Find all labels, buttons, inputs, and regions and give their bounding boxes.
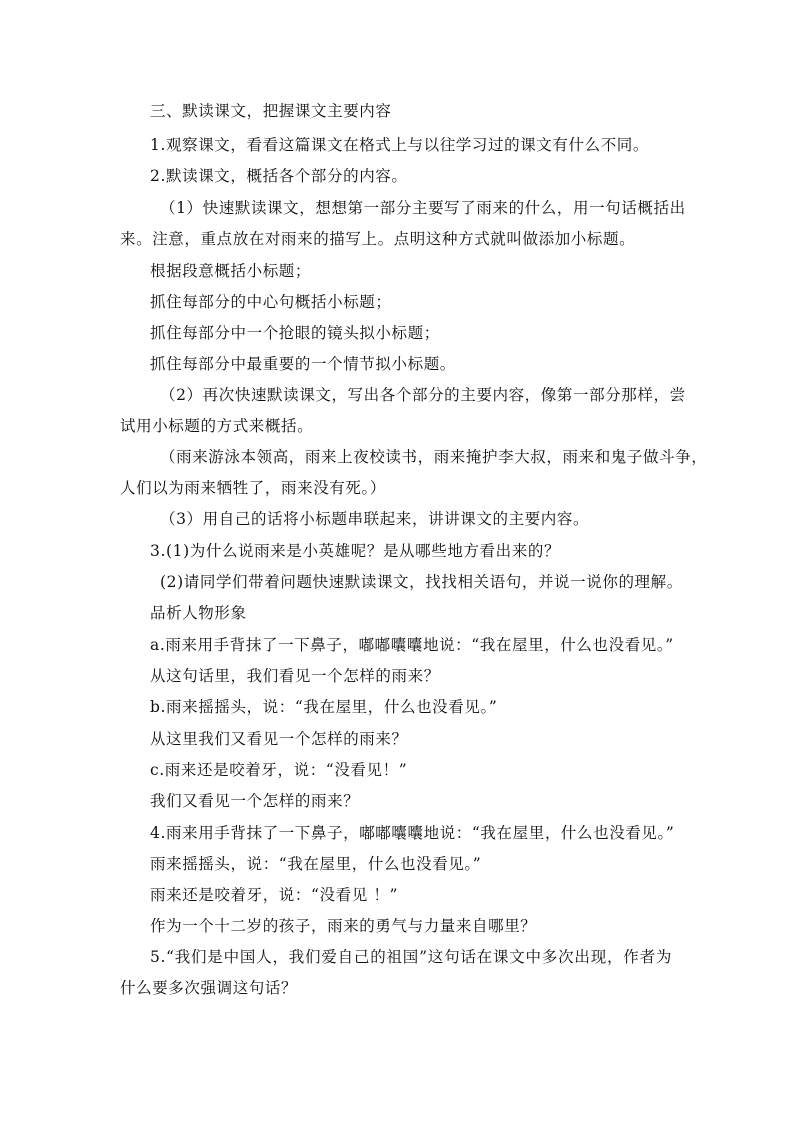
sub-question-1-line-2: 来。注意，重点放在对雨来的描写上。点明这种方式就叫做添加小标题。 [120, 230, 636, 248]
question-4-line-2: 雨来摇摇头，说：“我在屋里，什么也没看见。” [150, 855, 482, 873]
quote-a: a.雨来用手背抹了一下鼻子，嘟嘟囔囔地说：“我在屋里，什么也没看见。” [150, 636, 674, 654]
method-item-4: 抓住每部分中最重要的一个情节拟小标题。 [150, 355, 456, 373]
sub-question-2-line-2: 试用小标题的方式来概括。 [120, 417, 314, 435]
answer-line-1: （雨来游泳本领高，雨来上夜校读书，雨来掩护李大叔，雨来和鬼子做斗争， [160, 448, 708, 466]
sub-question-3: （3）用自己的话将小标题串联起来，讲讲课文的主要内容。 [160, 510, 590, 528]
prompt-c: 我们又看见一个怎样的雨来？ [150, 792, 360, 810]
quote-b: b.雨来摇摇头，说：“我在屋里，什么也没看见。” [150, 698, 498, 716]
sub-question-1-line-1: （1）快速默读课文，想想第一部分主要写了雨来的什么，用一句话概括出 [160, 199, 686, 217]
sub-question-2-line-1: （2）再次快速默读课文，写出各个部分的主要内容，像第一部分那样，尝 [160, 386, 686, 404]
question-3-part-2: (2)请同学们带着问题快速默读课文，找找相关语句，并说一说你的理解。 [160, 573, 683, 591]
answer-line-2: 人们以为雨来牺牲了，雨来没有死。） [120, 479, 386, 497]
section-heading: 三、默读课文，把握课文主要内容 [150, 102, 392, 120]
question-5-line-2: 什么要多次强调这句话？ [120, 979, 298, 997]
prompt-a: 从这句话里，我们看见一个怎样的雨来？ [150, 667, 440, 685]
question-4-line-4: 作为一个十二岁的孩子，雨来的勇气与力量来自哪里？ [150, 917, 537, 935]
quote-c: c.雨来还是咬着牙，说：“没看见！” [150, 761, 408, 779]
question-3: 3.(1)为什么说雨来是小英雄呢？是从哪些地方看出来的？ [150, 542, 561, 560]
method-item-2: 抓住每部分的中心句概括小标题； [150, 293, 392, 311]
analysis-heading: 品析人物形象 [150, 604, 247, 622]
method-item-3: 抓住每部分中一个抢眼的镜头拟小标题； [150, 324, 440, 342]
question-4-line-1: 4.雨来用手背抹了一下鼻子，嘟嘟囔囔地说：“我在屋里，什么也没看见。” [150, 824, 675, 842]
question-5-line-1: 5.“我们是中国人，我们爱自己的祖国”这句话在课文中多次出现，作者为 [150, 948, 672, 966]
method-item-1: 根据段意概括小标题； [150, 262, 312, 280]
question-4-line-3: 雨来还是咬着牙，说：“没看见 ！” [150, 886, 398, 904]
question-1: 1.观察课文，看看这篇课文在格式上与以往学习过的课文有什么不同。 [150, 136, 649, 154]
question-2: 2.默读课文，概括各个部分的内容。 [150, 167, 408, 185]
prompt-b: 从这里我们又看见一个怎样的雨来？ [150, 730, 408, 748]
